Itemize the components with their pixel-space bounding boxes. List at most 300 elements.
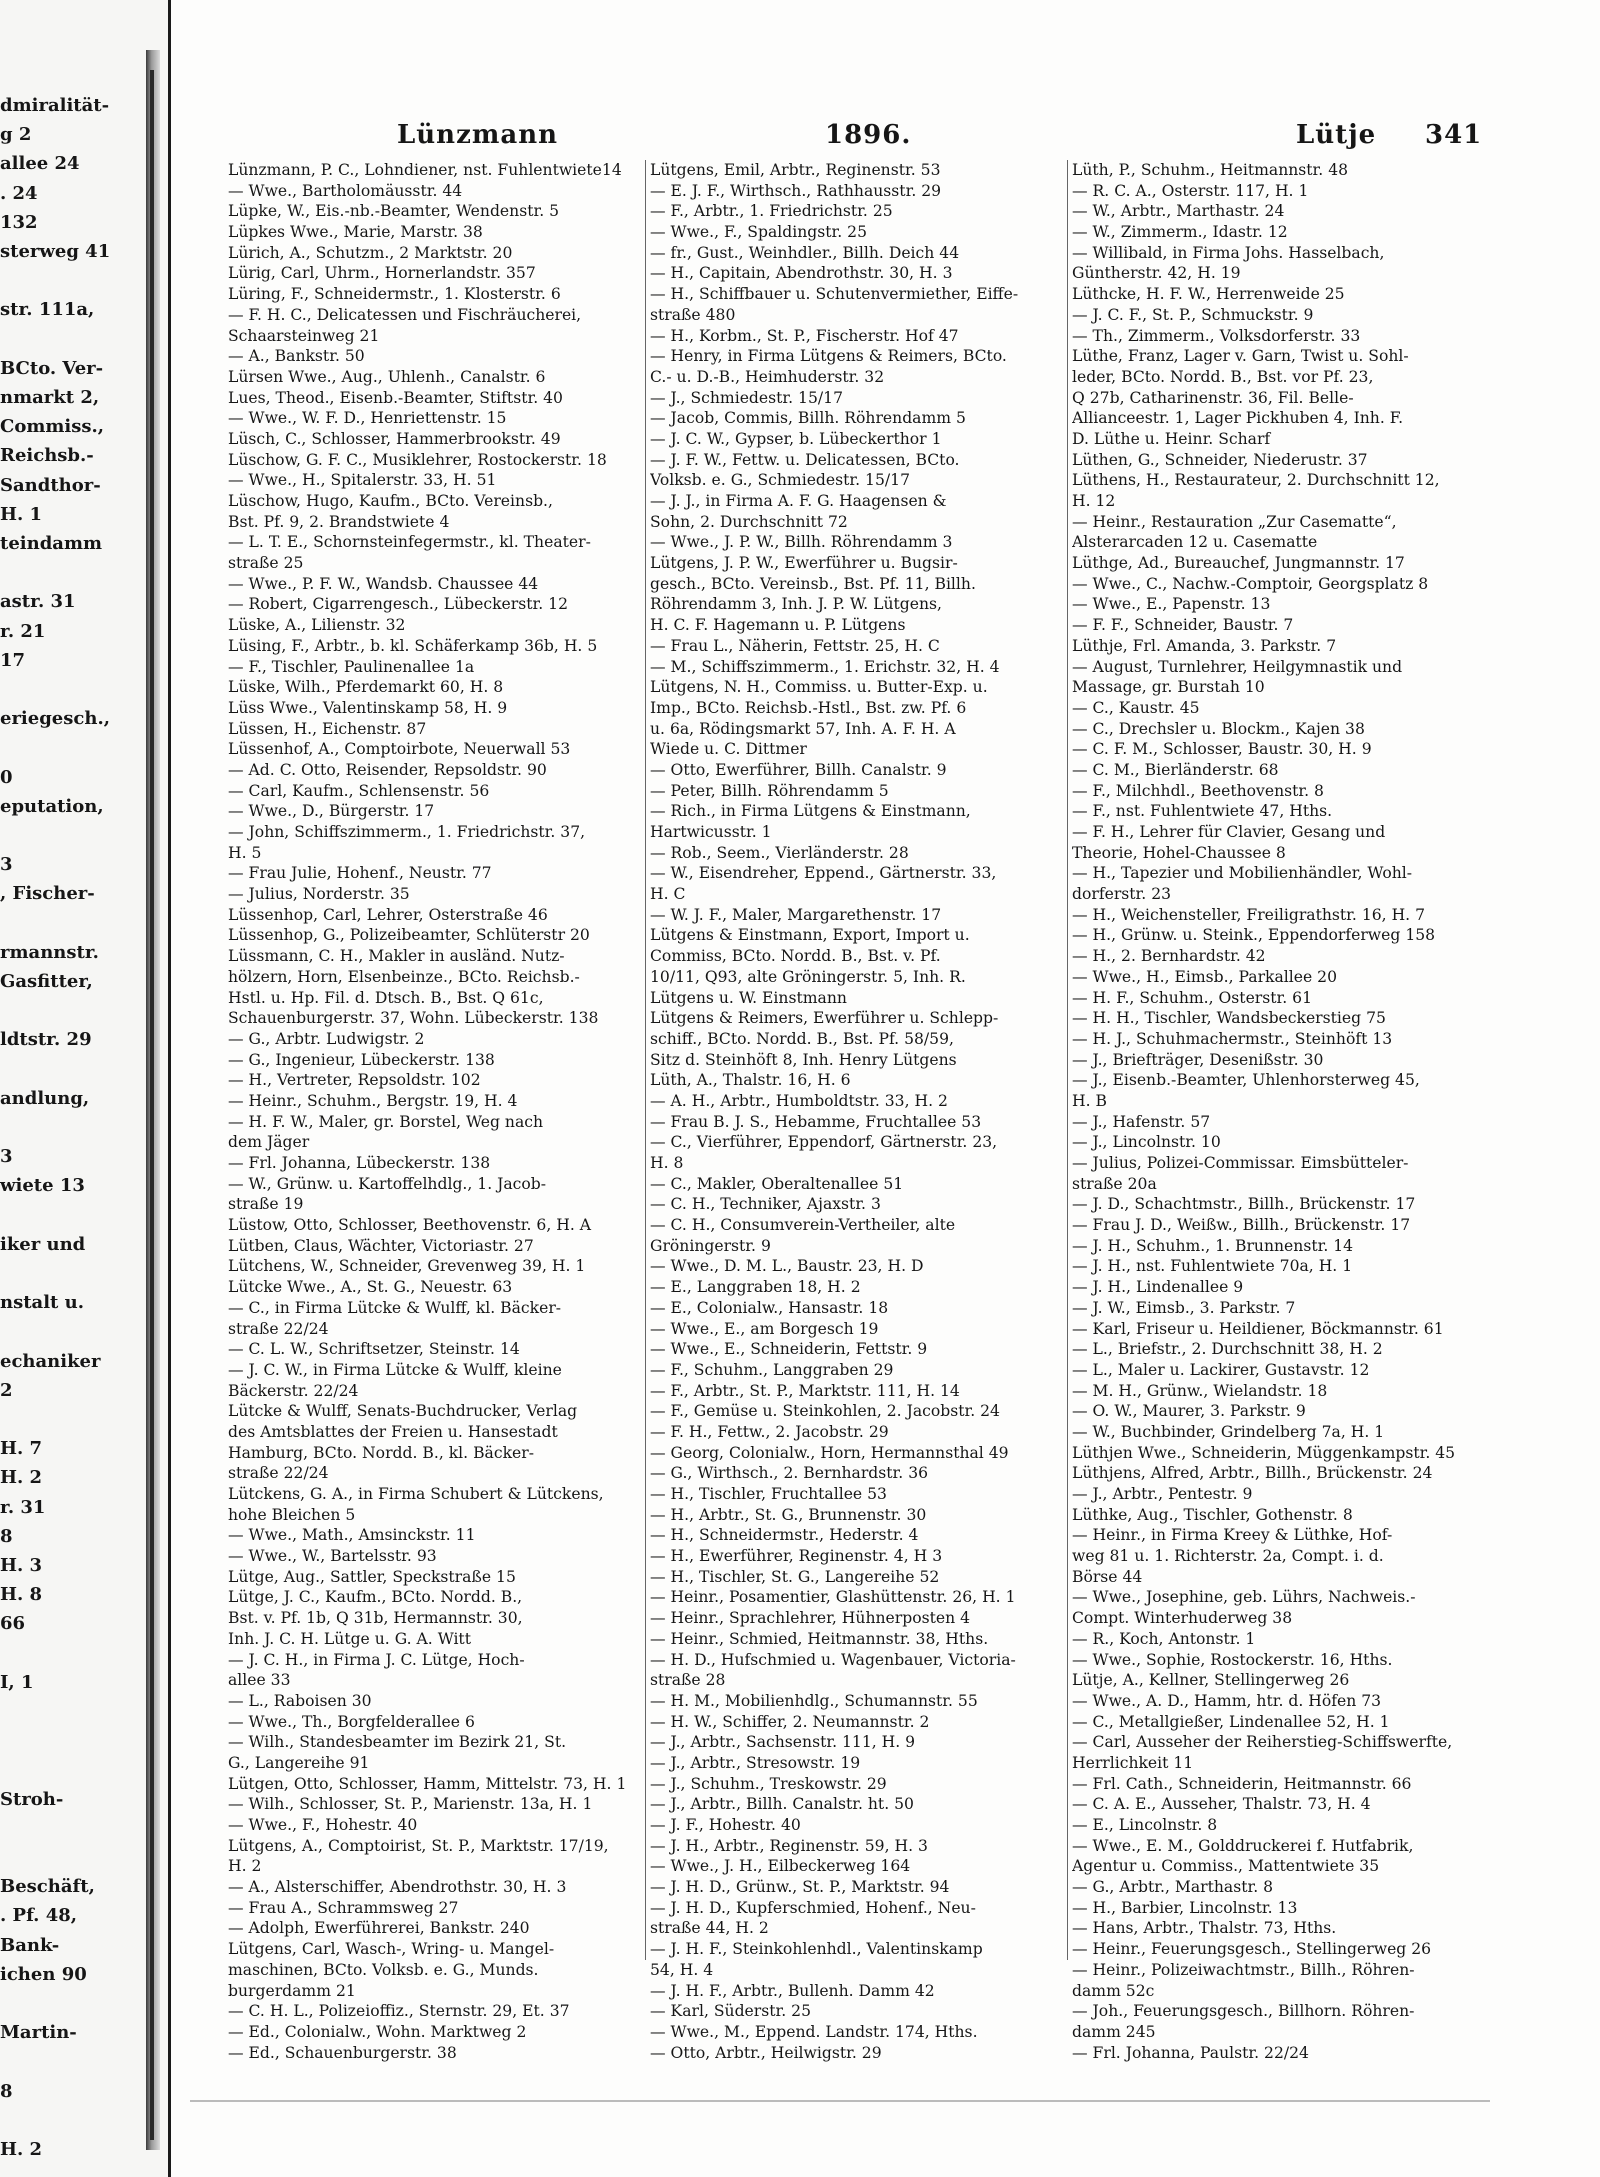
directory-entry-line: — Wwe., P. F. W., Wandsb. Chaussee 44 xyxy=(228,574,539,593)
directory-entry-line: — Heinr., in Firma Kreey & Lüthke, Hof- xyxy=(1072,1526,1393,1545)
directory-entry-line: — F., Arbtr., St. P., Marktstr. 111, H. 14 xyxy=(650,1381,960,1400)
directory-entry-line: Schaarsteinweg 21 xyxy=(228,326,380,345)
directory-entry-line: — Robert, Cigarrengesch., Lübeckerstr. 12 xyxy=(228,595,569,614)
directory-entry-line: — R., Koch, Antonstr. 1 xyxy=(1072,1629,1256,1648)
directory-entry-line: Lüthge, Ad., Bureauchef, Jungmannstr. 17 xyxy=(1072,554,1405,573)
directory-entry-line: Alsterarcaden 12 u. Casematte xyxy=(1072,533,1318,552)
directory-entry-line: — J., Arbtr., Stresowstr. 19 xyxy=(650,1753,861,1772)
margin-fragment: 0 xyxy=(0,766,13,788)
directory-entry-line: — Joh., Feuerungsgesch., Billhorn. Röhren- xyxy=(1072,2002,1415,2021)
directory-entry-line: — H., Schneidermstr., Hederstr. 4 xyxy=(650,1526,919,1545)
directory-entry-line: H. C. F. Hagemann u. P. Lütgens xyxy=(650,616,906,635)
directory-entry-line: — Ed., Schauenburgerstr. 38 xyxy=(228,2043,457,2062)
directory-entry-line: weg 81 u. 1. Richterstr. 2a, Compt. i. d. xyxy=(1072,1547,1384,1566)
margin-fragment: Sandthor- xyxy=(0,474,101,496)
directory-entry-line: — Frau B. J. S., Hebamme, Fruchtallee 53 xyxy=(650,1112,982,1131)
directory-entry-line: Gröningerstr. 9 xyxy=(650,1236,771,1255)
directory-entry-line: straße 44, H. 2 xyxy=(650,1919,769,1938)
directory-entry-line: — J., Schuhm., Treskowstr. 29 xyxy=(650,1774,887,1793)
directory-entry-line: Lüth, P., Schuhm., Heitmannstr. 48 xyxy=(1072,161,1349,179)
directory-entry-line: — Heinr., Restauration „Zur Casematte“, xyxy=(1072,512,1397,531)
directory-entry-line: Lütcke & Wulff, Senats-Buchdrucker, Verlag xyxy=(228,1402,578,1421)
directory-entry-line: — F. H. C., Delicatessen und Fischräucherei, xyxy=(228,305,582,324)
directory-entry-line: — Frl. Johanna, Lübeckerstr. 138 xyxy=(228,1154,491,1172)
directory-entry-line: Volksb. e. G., Schmiedestr. 15/17 xyxy=(650,471,910,490)
directory-entry-line: — Peter, Billh. Röhrendamm 5 xyxy=(650,781,889,800)
margin-fragment: 8 xyxy=(0,2080,13,2102)
directory-entry-line: damm 245 xyxy=(1072,2022,1156,2041)
margin-fragment: ldtstr. 29 xyxy=(0,1029,92,1051)
directory-entry-line: Lütgens, N. H., Commiss. u. Butter-Exp. u. xyxy=(650,678,988,697)
directory-entry-line: — Otto, Arbtr., Heilwigstr. 29 xyxy=(650,2043,882,2062)
directory-entry-line: Lütben, Claus, Wächter, Victoriastr. 27 xyxy=(228,1236,534,1255)
directory-entry-line: — H., Capitain, Abendrothstr. 30, H. 3 xyxy=(650,264,953,283)
directory-entry-line: — H., Grünw. u. Steink., Eppendorferweg 158 xyxy=(1072,926,1436,945)
directory-entry-line: — O. W., Maurer, 3. Parkstr. 9 xyxy=(1072,1402,1306,1421)
directory-entry-line: burgerdamm 21 xyxy=(228,1981,356,2000)
directory-entry-line: — fr., Gust., Weinhdler., Billh. Deich 44 xyxy=(650,243,960,262)
directory-entry-line: Commiss, BCto. Nordd. B., Bst. v. Pf. xyxy=(650,947,941,966)
directory-entry-line: — F., Schuhm., Langgraben 29 xyxy=(650,1360,894,1379)
directory-entry-line: — August, Turnlehrer, Heilgymnastik und xyxy=(1072,657,1403,676)
directory-entry-line: — Frl. Johanna, Paulstr. 22/24 xyxy=(1072,2043,1309,2062)
directory-entry-line: — A. H., Arbtr., Humboldtstr. 33, H. 2 xyxy=(650,1091,948,1110)
margin-fragment: Stroh- xyxy=(0,1788,64,1810)
directory-entry-line: schiff., BCto. Nordd. B., Bst. Pf. 58/59, xyxy=(650,1029,954,1048)
margin-fragment: . Pf. 48, xyxy=(0,1905,78,1927)
margin-fragment: teindamm xyxy=(0,533,103,554)
running-head-last-entry: Lütje xyxy=(1296,120,1377,150)
directory-entry-line: — Wwe., W., Bartelsstr. 93 xyxy=(228,1547,437,1566)
directory-entry-line: — W., Eisendreher, Eppend., Gärtnerstr. 33, xyxy=(650,864,997,883)
directory-entry-line: — C., Vierführer, Eppendorf, Gärtnerstr. 23, xyxy=(650,1133,998,1152)
directory-entry-line: — Rob., Seem., Vierländerstr. 28 xyxy=(650,843,909,862)
directory-entry-line: Lüssenhof, A., Comptoirbote, Neuerwall 53 xyxy=(228,740,571,759)
margin-fragment: 3 xyxy=(0,854,13,876)
directory-entry-line: — Wwe., A. D., Hamm, htr. d. Höfen 73 xyxy=(1072,1691,1382,1710)
directory-entry-line: Lüthens, H., Restaurateur, 2. Durchschnitt 12, xyxy=(1072,471,1440,490)
directory-entry-line: — H. J., Schuhmachermstr., Steinhöft 13 xyxy=(1072,1029,1393,1048)
directory-entry-line: Lüschow, G. F. C., Musiklehrer, Rostockerstr. 18 xyxy=(228,450,607,469)
directory-entry-line: Lüpke, W., Eis.-nb.-Beamter, Wendenstr. 5 xyxy=(228,202,560,221)
directory-entry-line: straße 19 xyxy=(228,1195,304,1214)
directory-entry-line: — H. M., Mobilienhdlg., Schumannstr. 55 xyxy=(650,1691,978,1710)
directory-entry-line: Lüss Wwe., Valentinskamp 58, H. 9 xyxy=(228,698,508,717)
directory-entry-line: — J. W., Eimsb., 3. Parkstr. 7 xyxy=(1072,1298,1296,1317)
directory-entry-line: — G., Ingenieur, Lübeckerstr. 138 xyxy=(228,1050,495,1069)
directory-entry-line: straße 20a xyxy=(1072,1174,1157,1193)
directory-entry-line: straße 28 xyxy=(650,1671,726,1690)
directory-entry-line: — Adolph, Ewerführerei, Bankstr. 240 xyxy=(228,1919,530,1938)
directory-entry-line: — Julius, Norderstr. 35 xyxy=(228,885,410,904)
directory-entry-line: — F. F., Schneider, Baustr. 7 xyxy=(1072,616,1294,635)
margin-fragment: iker und xyxy=(0,1233,86,1255)
margin-fragment: nstalt u. xyxy=(0,1292,84,1314)
directory-entry-line: — L., Raboisen 30 xyxy=(228,1691,372,1710)
directory-entry-line: — J. D., Schachtmstr., Billh., Brückenstr. 17 xyxy=(1072,1195,1416,1214)
directory-entry-line: — J. H. D., Kupferschmied, Hohenf., Neu- xyxy=(650,1898,976,1917)
directory-entry-line: Lüstow, Otto, Schlosser, Beethovenstr. 6, H. A xyxy=(228,1216,592,1235)
directory-entry-line: — J., Arbtr., Pentestr. 9 xyxy=(1072,1485,1253,1503)
directory-entry-line: — H., Schiffbauer u. Schutenvermiether, Eiffe- xyxy=(650,285,1019,304)
directory-entry-line: — Frau Julie, Hohenf., Neustr. 77 xyxy=(228,864,492,883)
directory-entry-line: — W., Zimmerm., Idastr. 12 xyxy=(1072,223,1288,242)
directory-entry-line: — C. A. E., Ausseher, Thalstr. 73, H. 4 xyxy=(1072,1795,1371,1814)
directory-entry-line: D. Lüthe u. Heinr. Scharf xyxy=(1072,429,1271,448)
directory-entry-line: Lürig, Carl, Uhrm., Hornerlandstr. 357 xyxy=(228,264,536,283)
directory-entry-line: Lüthcke, H. F. W., Herrenweide 25 xyxy=(1072,285,1345,304)
directory-entry-line: — H. W., Schiffer, 2. Neumannstr. 2 xyxy=(650,1712,930,1731)
directory-entry-line: — Wwe., J. P. W., Billh. Röhrendamm 3 xyxy=(650,533,953,552)
margin-fragment: 66 xyxy=(0,1613,26,1635)
directory-entry-line: Lürsen Wwe., Aug., Uhlenh., Canalstr. 6 xyxy=(228,367,546,386)
directory-entry-line: Lütgens u. W. Einstmann xyxy=(650,988,847,1007)
directory-entry-line: — H., Tischler, Fruchtallee 53 xyxy=(650,1485,887,1503)
directory-entry-line: Lütgens & Reimers, Ewerführer u. Schlepp- xyxy=(650,1009,999,1028)
directory-entry-line: Compt. Winterhuderweg 38 xyxy=(1072,1609,1293,1628)
margin-fragment: wiete 13 xyxy=(0,1175,85,1197)
directory-entry-line: straße 22/24 xyxy=(228,1319,329,1338)
directory-entry-line: — Wilh., Standesbeamter im Bezirk 21, St. xyxy=(228,1733,567,1752)
margin-fragment: 132 xyxy=(0,211,38,233)
directory-entry-line: Lüthje, Frl. Amanda, 3. Parkstr. 7 xyxy=(1072,636,1337,655)
directory-entry-line: Lünzmann, P. C., Lohndiener, nst. Fuhlentwiete14 xyxy=(228,161,622,179)
directory-entry-line: — J. H. F., Steinkohlenhdl., Valentinskamp xyxy=(650,1940,983,1959)
directory-entry-line: straße 22/24 xyxy=(228,1464,329,1483)
directory-entry-line: — Frau L., Näherin, Fettstr. 25, H. C xyxy=(650,636,940,655)
directory-entry-line: — Wwe., D., Bürgerstr. 17 xyxy=(228,802,435,821)
margin-fragment: H. 7 xyxy=(0,1438,43,1460)
directory-entry-line: 10/11, Q93, alte Gröningerstr. 5, Inh. R. xyxy=(650,967,966,986)
margin-fragment: 3 xyxy=(0,1146,13,1168)
directory-entry-line: H. 8 xyxy=(650,1154,684,1172)
directory-entry-line: Hartwicusstr. 1 xyxy=(650,823,772,841)
directory-entry-line: — H., Weichensteller, Freiligrathstr. 16, H. 7 xyxy=(1072,905,1426,924)
directory-entry-line: — Frl. Cath., Schneiderin, Heitmannstr. 66 xyxy=(1072,1774,1412,1793)
directory-entry-line: Lütgens, J. P. W., Ewerführer u. Bugsir- xyxy=(650,554,958,573)
directory-entry-line: leder, BCto. Nordd. B., Bst. vor Pf. 23, xyxy=(1072,367,1374,386)
directory-entry-line: Lütchens, W., Schneider, Grevenweg 39, H. 1 xyxy=(228,1257,586,1276)
directory-entry-line: — F., Gemüse u. Steinkohlen, 2. Jacobstr. 24 xyxy=(650,1402,1000,1421)
directory-entry-line: — Julius, Polizei-Commissar. Eimsbütteler- xyxy=(1072,1154,1409,1172)
directory-entry-line: dem Jäger xyxy=(228,1133,310,1152)
directory-entry-line: — E., Langgraben 18, H. 2 xyxy=(650,1278,861,1297)
directory-entry-line: — Ed., Colonialw., Wohn. Marktweg 2 xyxy=(228,2022,527,2041)
column-rule xyxy=(1067,160,1068,1960)
directory-entry-line: G., Langereihe 91 xyxy=(228,1753,370,1772)
directory-entry-line: Schauenburgerstr. 37, Wohn. Lübeckerstr. 138 xyxy=(228,1009,599,1028)
directory-entry-line: — Karl, Süderstr. 25 xyxy=(650,2002,812,2021)
directory-entry-line: — C. M., Bierländerstr. 68 xyxy=(1072,760,1279,779)
directory-entry-line: — Th., Zimmerm., Volksdorferstr. 33 xyxy=(1072,326,1361,345)
directory-entry-line: maschinen, BCto. Volksb. e. G., Munds. xyxy=(228,1960,539,1979)
directory-entry-line: — F., Milchhdl., Beethovenstr. 8 xyxy=(1072,781,1324,800)
directory-entry-line: H. 12 xyxy=(1072,492,1116,510)
directory-entry-line: Röhrendamm 3, Inh. J. P. W. Lütgens, xyxy=(650,595,942,614)
directory-entry-line: — J. H., nst. Fuhlentwiete 70a, H. 1 xyxy=(1072,1257,1353,1276)
directory-entry-line: — J. H. F., Arbtr., Bullenh. Damm 42 xyxy=(650,1981,935,2000)
directory-entry-line: — C., Makler, Oberaltenallee 51 xyxy=(650,1174,904,1193)
margin-fragment: Commiss., xyxy=(0,416,105,438)
margin-fragment: . 24 xyxy=(0,182,38,204)
directory-entry-line: H. 2 xyxy=(228,1857,262,1876)
directory-entry-line: — J. H. D., Grünw., St. P., Marktstr. 94 xyxy=(650,1878,950,1897)
directory-entry-line: — H., Tischler, St. G., Langereihe 52 xyxy=(650,1567,940,1586)
directory-entry-line: Lütgen, Otto, Schlosser, Hamm, Mittelstr. 73, H. 1 xyxy=(228,1774,627,1793)
column-rule xyxy=(645,160,646,1960)
directory-entry-line: — H. F., Schuhm., Osterstr. 61 xyxy=(1072,988,1313,1007)
margin-fragment: eputation, xyxy=(0,795,104,817)
directory-entry-line: — Carl, Kaufm., Schlensenstr. 56 xyxy=(228,781,490,800)
margin-fragment: 2 xyxy=(0,1379,13,1401)
margin-fragment: H. 3 xyxy=(0,1555,43,1576)
margin-fragment: sterweg 41 xyxy=(0,241,111,262)
margin-fragment: dmiralität- xyxy=(0,95,110,116)
directory-entry-line: — Karl, Friseur u. Heildiener, Böckmannstr. 61 xyxy=(1072,1319,1444,1338)
directory-entry-line: — A., Bankstr. 50 xyxy=(228,347,365,366)
directory-entry-line: Lüth, A., Thalstr. 16, H. 6 xyxy=(650,1071,851,1090)
directory-entry-line: — J. C. W., Gypser, b. Lübeckerthor 1 xyxy=(650,429,942,448)
margin-fragment: g 2 xyxy=(0,124,32,146)
directory-entry-line: — Wwe., E., Papenstr. 13 xyxy=(1072,595,1271,614)
directory-entry-line: — Wwe., E., am Borgesch 19 xyxy=(650,1319,879,1338)
margin-fragment: Bank- xyxy=(0,1934,60,1956)
directory-entry-line: Lüthjens, Alfred, Arbtr., Billh., Brückenstr. 24 xyxy=(1072,1464,1433,1483)
directory-entry-line: Bst. Pf. 9, 2. Brandstwiete 4 xyxy=(228,512,450,531)
directory-entry-line: — J. F., Hohestr. 40 xyxy=(650,1816,801,1834)
directory-entry-line: Massage, gr. Burstah 10 xyxy=(1072,678,1265,697)
margin-fragment: Gasfitter, xyxy=(0,971,93,992)
margin-fragment: H. 2 xyxy=(0,2139,43,2160)
directory-entry-line: — H., 2. Bernhardstr. 42 xyxy=(1072,947,1266,966)
directory-entry-line: — C., Drechsler u. Blockm., Kajen 38 xyxy=(1072,719,1365,738)
margin-fragment: 17 xyxy=(0,649,26,671)
directory-entry-line: Lütgens, A., Comptoirist, St. P., Marktstr. 17/19, xyxy=(228,1836,609,1855)
margin-fragment: ichen 90 xyxy=(0,1963,87,1985)
directory-entry-line: — G., Arbtr. Ludwigstr. 2 xyxy=(228,1029,425,1048)
directory-entry-line: H. C xyxy=(650,885,686,904)
directory-entry-line: — J. C. F., St. P., Schmuckstr. 9 xyxy=(1072,305,1314,324)
directory-entry-line: — Wwe., D. M. L., Baustr. 23, H. D xyxy=(650,1257,924,1276)
directory-entry-line: — Heinr., Schuhm., Bergstr. 19, H. 4 xyxy=(228,1091,518,1110)
directory-entry-line: — L., Maler u. Lackirer, Gustavstr. 12 xyxy=(1072,1360,1370,1379)
directory-entry-line: Lütje, A., Kellner, Stellingerweg 26 xyxy=(1072,1671,1350,1690)
directory-entry-line: — G., Arbtr., Marthastr. 8 xyxy=(1072,1878,1274,1897)
directory-entry-line: — W., Buchbinder, Grindelberg 7a, H. 1 xyxy=(1072,1422,1385,1441)
directory-column-2 xyxy=(650,160,1065,2063)
directory-entry-line: gesch., BCto. Vereinsb., Bst. Pf. 11, Billh. xyxy=(650,574,976,593)
directory-entry-line: — J. J., in Firma A. F. G. Haagensen & xyxy=(650,492,947,510)
directory-entry-line: allee 33 xyxy=(228,1671,291,1690)
directory-entry-line: straße 25 xyxy=(228,554,304,573)
margin-fragment: r. 21 xyxy=(0,620,46,642)
directory-entry-line: — Wwe., Math., Amsinckstr. 11 xyxy=(228,1526,476,1545)
directory-entry-line: — W. J. F., Maler, Margarethenstr. 17 xyxy=(650,905,942,924)
directory-entry-line: — W., Grünw. u. Kartoffelhdlg., 1. Jacob- xyxy=(228,1174,547,1193)
directory-entry-line: — G., Wirthsch., 2. Bernhardstr. 36 xyxy=(650,1464,929,1483)
directory-entry-line: — E., Colonialw., Hansastr. 18 xyxy=(650,1298,889,1317)
directory-entry-line: — R. C. A., Osterstr. 117, H. 1 xyxy=(1072,181,1309,200)
directory-entry-line: — Heinr., Feuerungsgesch., Stellingerweg 26 xyxy=(1072,1940,1432,1959)
directory-entry-line: — C. H., Techniker, Ajaxstr. 3 xyxy=(650,1195,881,1214)
directory-entry-line: — A., Alsterschiffer, Abendrothstr. 30, H. 3 xyxy=(228,1878,567,1897)
directory-entry-line: — C., Metallgießer, Lindenallee 52, H. 1 xyxy=(1072,1712,1390,1731)
margin-fragment: allee 24 xyxy=(0,153,80,175)
directory-entry-line: — C., in Firma Lütcke & Wulff, kl. Bäcker- xyxy=(228,1298,562,1317)
directory-entry-line: — Heinr., Polizeiwachtmstr., Billh., Röhren- xyxy=(1072,1960,1415,1979)
directory-entry-line: — Frau J. D., Weißw., Billh., Brückenstr. 17 xyxy=(1072,1216,1411,1235)
directory-entry-line: Lüschow, Hugo, Kaufm., BCto. Vereinsb., xyxy=(228,492,553,510)
directory-entry-line: Lüsing, F., Arbtr., b. kl. Schäferkamp 36b, H. 5 xyxy=(228,636,598,655)
directory-entry-line: Lues, Theod., Eisenb.-Beamter, Stiftstr. 40 xyxy=(228,388,563,407)
directory-entry-line: Lüthke, Aug., Tischler, Gothenstr. 8 xyxy=(1072,1505,1353,1524)
directory-entry-line: — Otto, Ewerführer, Billh. Canalstr. 9 xyxy=(650,760,947,779)
directory-entry-line: Lüske, Wilh., Pferdemarkt 60, H. 8 xyxy=(228,678,504,697)
directory-entry-line: des Amtsblattes der Freien u. Hansestadt xyxy=(228,1422,558,1441)
page-edge-shadow xyxy=(150,70,154,2140)
directory-entry-line: Lütge, J. C., Kaufm., BCto. Nordd. B., xyxy=(228,1588,523,1607)
directory-entry-line: — J., Briefträger, Desenißstr. 30 xyxy=(1072,1050,1324,1069)
directory-entry-line: Allianceestr. 1, Lager Pickhuben 4, Inh. F. xyxy=(1072,409,1404,428)
directory-entry-line: — J., Schmiedestr. 15/17 xyxy=(650,388,843,407)
directory-entry-line: H. B xyxy=(1072,1091,1107,1110)
margin-fragment: rmannstr. xyxy=(0,941,99,963)
margin-fragment: str. 111a, xyxy=(0,299,95,321)
directory-entry-line: — H., Barbier, Lincolnstr. 13 xyxy=(1072,1898,1298,1917)
directory-entry-line: Lüssenhop, Carl, Lehrer, Osterstraße 46 xyxy=(228,905,548,924)
directory-entry-line: Q 27b, Catharinenstr. 36, Fil. Belle- xyxy=(1072,388,1354,407)
directory-entry-line: Lüssen, H., Eichenstr. 87 xyxy=(228,719,427,738)
directory-entry-line: — Henry, in Firma Lütgens & Reimers, BCto. xyxy=(650,347,1007,366)
directory-entry-line: — Wwe., F., Spaldingstr. 25 xyxy=(650,223,867,242)
directory-entry-line: — F. H., Fettw., 2. Jacobstr. 29 xyxy=(650,1422,889,1441)
directory-entry-line: — Rich., in Firma Lütgens & Einstmann, xyxy=(650,802,971,821)
directory-entry-line: — John, Schiffszimmerm., 1. Friedrichstr. 37, xyxy=(228,823,586,841)
directory-entry-line: — J. H., Lindenallee 9 xyxy=(1072,1278,1244,1297)
directory-entry-line: Lüring, F., Schneidermstr., 1. Klosterstr. 6 xyxy=(228,285,561,304)
directory-entry-line: — J. H., Arbtr., Reginenstr. 59, H. 3 xyxy=(650,1836,928,1855)
directory-entry-line: — Wwe., H., Eimsb., Parkallee 20 xyxy=(1072,967,1338,986)
directory-entry-line: — L., Briefstr., 2. Durchschnitt 38, H. 2 xyxy=(1072,1340,1383,1359)
directory-entry-line: Lüthjen Wwe., Schneiderin, Müggenkampstr. 45 xyxy=(1072,1443,1456,1462)
directory-entry-line: Lüpkes Wwe., Marie, Marstr. 38 xyxy=(228,223,483,242)
directory-entry-line: — Wwe., Bartholomäusstr. 44 xyxy=(228,181,463,200)
margin-fragment: r. 31 xyxy=(0,1496,46,1518)
running-head-year: 1896. xyxy=(825,120,912,150)
directory-entry-line: — Wwe., M., Eppend. Landstr. 174, Hths. xyxy=(650,2022,978,2041)
margin-fragment: eriegesch., xyxy=(0,708,110,730)
directory-entry-line: C.- u. D.-B., Heimhuderstr. 32 xyxy=(650,367,885,386)
directory-entry-line: — Heinr., Sprachlehrer, Hühnerposten 4 xyxy=(650,1609,971,1628)
margin-fragment: 8 xyxy=(0,1525,13,1547)
directory-entry-line: — C., Kaustr. 45 xyxy=(1072,698,1200,717)
directory-entry-line: — J., Hafenstr. 57 xyxy=(1072,1112,1211,1131)
directory-entry-line: — M., Schiffszimmerm., 1. Erichstr. 32, H. 4 xyxy=(650,657,1000,676)
margin-fragment: I, 1 xyxy=(0,1671,34,1693)
margin-fragment: H. 1 xyxy=(0,503,43,525)
directory-entry-line: Lütckens, G. A., in Firma Schubert & Lütckens, xyxy=(228,1485,604,1503)
directory-entry-line: — F., Tischler, Paulinenallee 1a xyxy=(228,657,475,676)
directory-entry-line: Lütge, Aug., Sattler, Speckstraße 15 xyxy=(228,1567,516,1586)
directory-entry-line: — Ad. C. Otto, Reisender, Repsoldstr. 90 xyxy=(228,760,547,779)
directory-entry-line: — Wwe., E., Schneiderin, Fettstr. 9 xyxy=(650,1340,928,1359)
directory-entry-line: — Wwe., E. M., Golddruckerei f. Hutfabrik, xyxy=(1072,1836,1414,1855)
directory-entry-line: — Wwe., Josephine, geb. Lührs, Nachweis.- xyxy=(1072,1588,1416,1607)
directory-entry-line: — C. F. M., Schlosser, Baustr. 30, H. 9 xyxy=(1072,740,1372,759)
margin-fragment: H. 2 xyxy=(0,1467,43,1489)
directory-entry-line: Hamburg, BCto. Nordd. B., kl. Bäcker- xyxy=(228,1443,534,1462)
directory-entry-line: — J. F. W., Fettw. u. Delicatessen, BCto. xyxy=(650,450,960,469)
directory-entry-line: — F., nst. Fuhlentwiete 47, Hths. xyxy=(1072,802,1333,821)
directory-entry-line: Lüssmann, C. H., Makler in ausländ. Nutz- xyxy=(228,947,565,966)
previous-page-margin xyxy=(0,0,168,2177)
directory-entry-line: Börse 44 xyxy=(1072,1567,1143,1586)
directory-entry-line: Lürich, A., Schutzm., 2 Marktstr. 20 xyxy=(228,243,513,262)
directory-entry-line: — J. H., Schuhm., 1. Brunnenstr. 14 xyxy=(1072,1236,1354,1255)
directory-entry-line: — E., Lincolnstr. 8 xyxy=(1072,1816,1218,1834)
directory-entry-line: — H. H., Tischler, Wandsbeckerstieg 75 xyxy=(1072,1009,1386,1028)
directory-entry-line: Imp., BCto. Reichsb.-Hstl., Bst. zw. Pf. 6 xyxy=(650,698,967,717)
directory-entry-line: Herrlichkeit 11 xyxy=(1072,1753,1194,1772)
directory-entry-line: hölzern, Horn, Elsenbeinze., BCto. Reichsb.- xyxy=(228,967,580,986)
directory-entry-line: Inh. J. C. H. Lütge u. G. A. Witt xyxy=(228,1629,471,1648)
margin-fragment: , Fischer- xyxy=(0,883,95,905)
directory-entry-line: — Wwe., J. H., Eilbeckerweg 164 xyxy=(650,1857,911,1876)
margin-fragment: Reichsb.- xyxy=(0,445,94,467)
directory-entry-line: H. 5 xyxy=(228,843,262,862)
directory-entry-line: — Frau A., Schrammsweg 27 xyxy=(228,1898,459,1917)
directory-entry-line: Lütgens, Emil, Arbtr., Reginenstr. 53 xyxy=(650,161,941,179)
directory-entry-line: — F., Arbtr., 1. Friedrichstr. 25 xyxy=(650,202,893,221)
running-head-first-entry: Lünzmann xyxy=(397,120,559,150)
directory-column-1 xyxy=(228,160,640,2063)
margin-fragment: BCto. Ver- xyxy=(0,357,104,379)
directory-entry-line: — W., Arbtr., Marthastr. 24 xyxy=(1072,202,1285,221)
margin-fragment: echaniker xyxy=(0,1350,101,1372)
directory-entry-line: — Wwe., C., Nachw.-Comptoir, Georgsplatz 8 xyxy=(1072,574,1429,593)
margin-fragment: Beschäft, xyxy=(0,1876,95,1898)
directory-entry-line: — L. T. E., Schornsteinfegermstr., kl. Theater- xyxy=(228,533,591,552)
directory-entry-line: — J., Lincolnstr. 10 xyxy=(1072,1133,1221,1152)
directory-entry-line: — H., Tapezier und Mobilienhändler, Wohl- xyxy=(1072,864,1413,883)
directory-entry-line: — H., Korbm., St. P., Fischerstr. Hof 47 xyxy=(650,326,959,345)
directory-entry-line: — C. H. L., Polizeioffiz., Sternstr. 29, Et. 37 xyxy=(228,2002,570,2021)
directory-entry-line: — C. H., Consumverein-Vertheiler, alte xyxy=(650,1216,956,1235)
directory-entry-line: Lüssenhop, G., Polizeibeamter, Schlüterstr 20 xyxy=(228,926,590,945)
directory-entry-line: Bäckerstr. 22/24 xyxy=(228,1381,359,1400)
directory-entry-line: Lüsch, C., Schlosser, Hammerbrookstr. 49 xyxy=(228,429,561,448)
directory-entry-line: — H. D., Hufschmied u. Wagenbauer, Victoria- xyxy=(650,1650,1016,1669)
directory-entry-line: Sohn, 2. Durchschnitt 72 xyxy=(650,512,848,531)
directory-entry-line: — Heinr., Posamentier, Glashüttenstr. 26, H. 1 xyxy=(650,1588,1016,1607)
directory-entry-line: u. 6a, Rödingsmarkt 57, Inh. A. F. H. A xyxy=(650,719,956,738)
directory-entry-line: — Hans, Arbtr., Thalstr. 73, Hths. xyxy=(1072,1919,1337,1938)
directory-entry-line: Lüthe, Franz, Lager v. Garn, Twist u. Sohl- xyxy=(1072,347,1409,366)
directory-entry-line: Sitz d. Steinhöft 8, Inh. Henry Lütgens xyxy=(650,1050,957,1069)
directory-entry-line: Lüthen, G., Schneider, Niederustr. 37 xyxy=(1072,450,1368,469)
directory-entry-line: — H. F. W., Maler, gr. Borstel, Weg nach xyxy=(228,1112,544,1131)
margin-fragment: Martin- xyxy=(0,2022,77,2044)
directory-entry-line: dorferstr. 23 xyxy=(1072,885,1172,904)
directory-entry-line: Theorie, Hohel-Chaussee 8 xyxy=(1072,843,1286,862)
directory-entry-line: Lütcke Wwe., A., St. G., Neuestr. 63 xyxy=(228,1278,513,1297)
directory-entry-line: Bst. v. Pf. 1b, Q 31b, Hermannstr. 30, xyxy=(228,1609,523,1628)
directory-entry-line: — M. H., Grünw., Wielandstr. 18 xyxy=(1072,1381,1328,1400)
directory-entry-line: — Heinr., Schmied, Heitmannstr. 38, Hths. xyxy=(650,1629,989,1648)
directory-entry-line: — F. H., Lehrer für Clavier, Gesang und xyxy=(1072,823,1386,841)
margin-fragment: nmarkt 2, xyxy=(0,387,100,408)
page-number: 341 xyxy=(1425,120,1483,150)
